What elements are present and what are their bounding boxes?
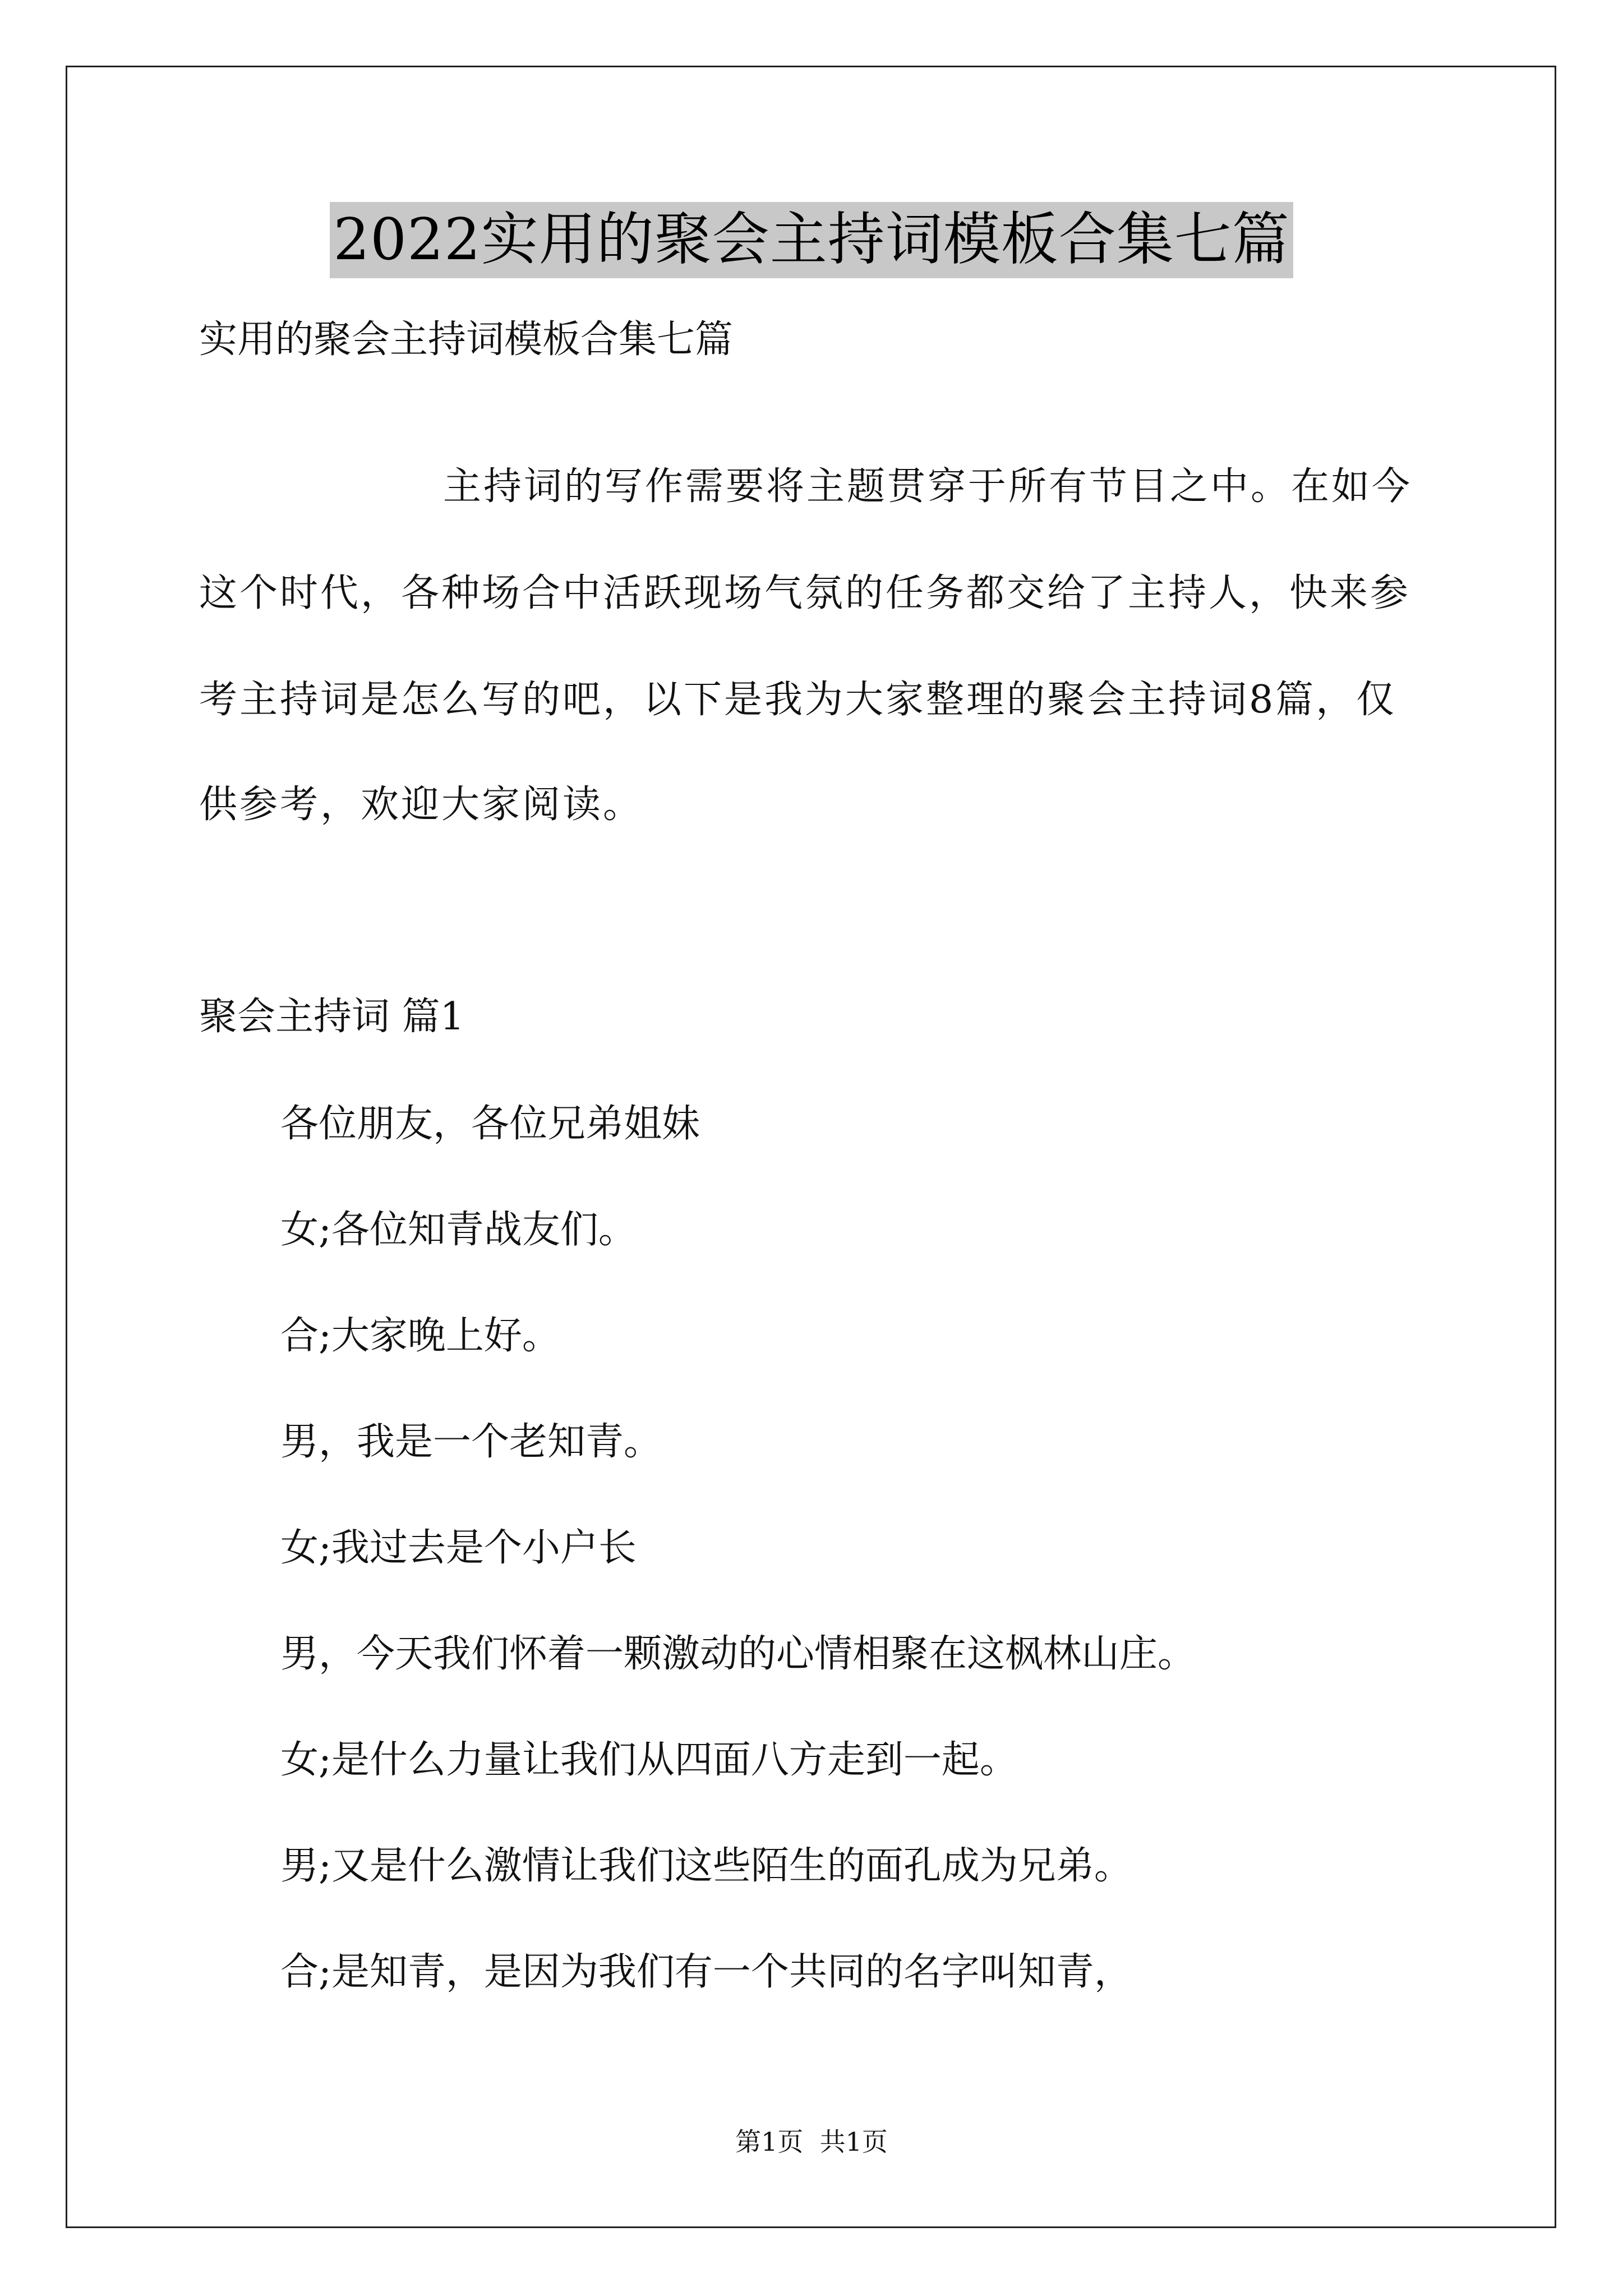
intro-paragraph-line: 主持词的写作需要将主题贯穿于所有节目之中。在如今 bbox=[443, 464, 1413, 509]
intro-paragraph-line: 这个时代，各种场合中活跃现场气氛的任务都交给了主持人，快来参 bbox=[199, 571, 1411, 615]
intro-paragraph-line: 供参考，欢迎大家阅读。 bbox=[199, 783, 644, 827]
page-number-footer: 第1页 共1页 bbox=[735, 2127, 888, 2157]
intro-paragraph-line: 考主持词是怎么写的吧，以下是我为大家整理的聚会主持词8篇，仅 bbox=[199, 678, 1397, 722]
dialogue-line: 男，今天我们怀着一颗激动的心情相聚在这枫林山庄。 bbox=[280, 1632, 1196, 1676]
section-heading: 聚会主持词 篇1 bbox=[199, 995, 464, 1039]
document-title: 2022实用的聚会主持词模板合集七篇 bbox=[330, 202, 1293, 278]
dialogue-line: 合;大家晚上好。 bbox=[280, 1314, 560, 1358]
dialogue-line: 女;我过去是个小户长 bbox=[280, 1526, 637, 1570]
dialogue-line: 女;各位知青战友们。 bbox=[280, 1208, 637, 1252]
page-border bbox=[66, 66, 1556, 2228]
document-subtitle: 实用的聚会主持词模板合集七篇 bbox=[199, 318, 734, 362]
title-container bbox=[0, 202, 1623, 278]
dialogue-line: 合;是知青，是因为我们有一个共同的名字叫知青， bbox=[280, 1950, 1132, 1994]
dialogue-line: 男;又是什么激情让我们这些陌生的面孔成为兄弟。 bbox=[280, 1844, 1132, 1888]
dialogue-line: 男，我是一个老知青。 bbox=[280, 1420, 662, 1464]
dialogue-line: 各位朋友，各位兄弟姐妹 bbox=[280, 1102, 700, 1146]
dialogue-line: 女;是什么力量让我们从四面八方走到一起。 bbox=[280, 1738, 1018, 1782]
